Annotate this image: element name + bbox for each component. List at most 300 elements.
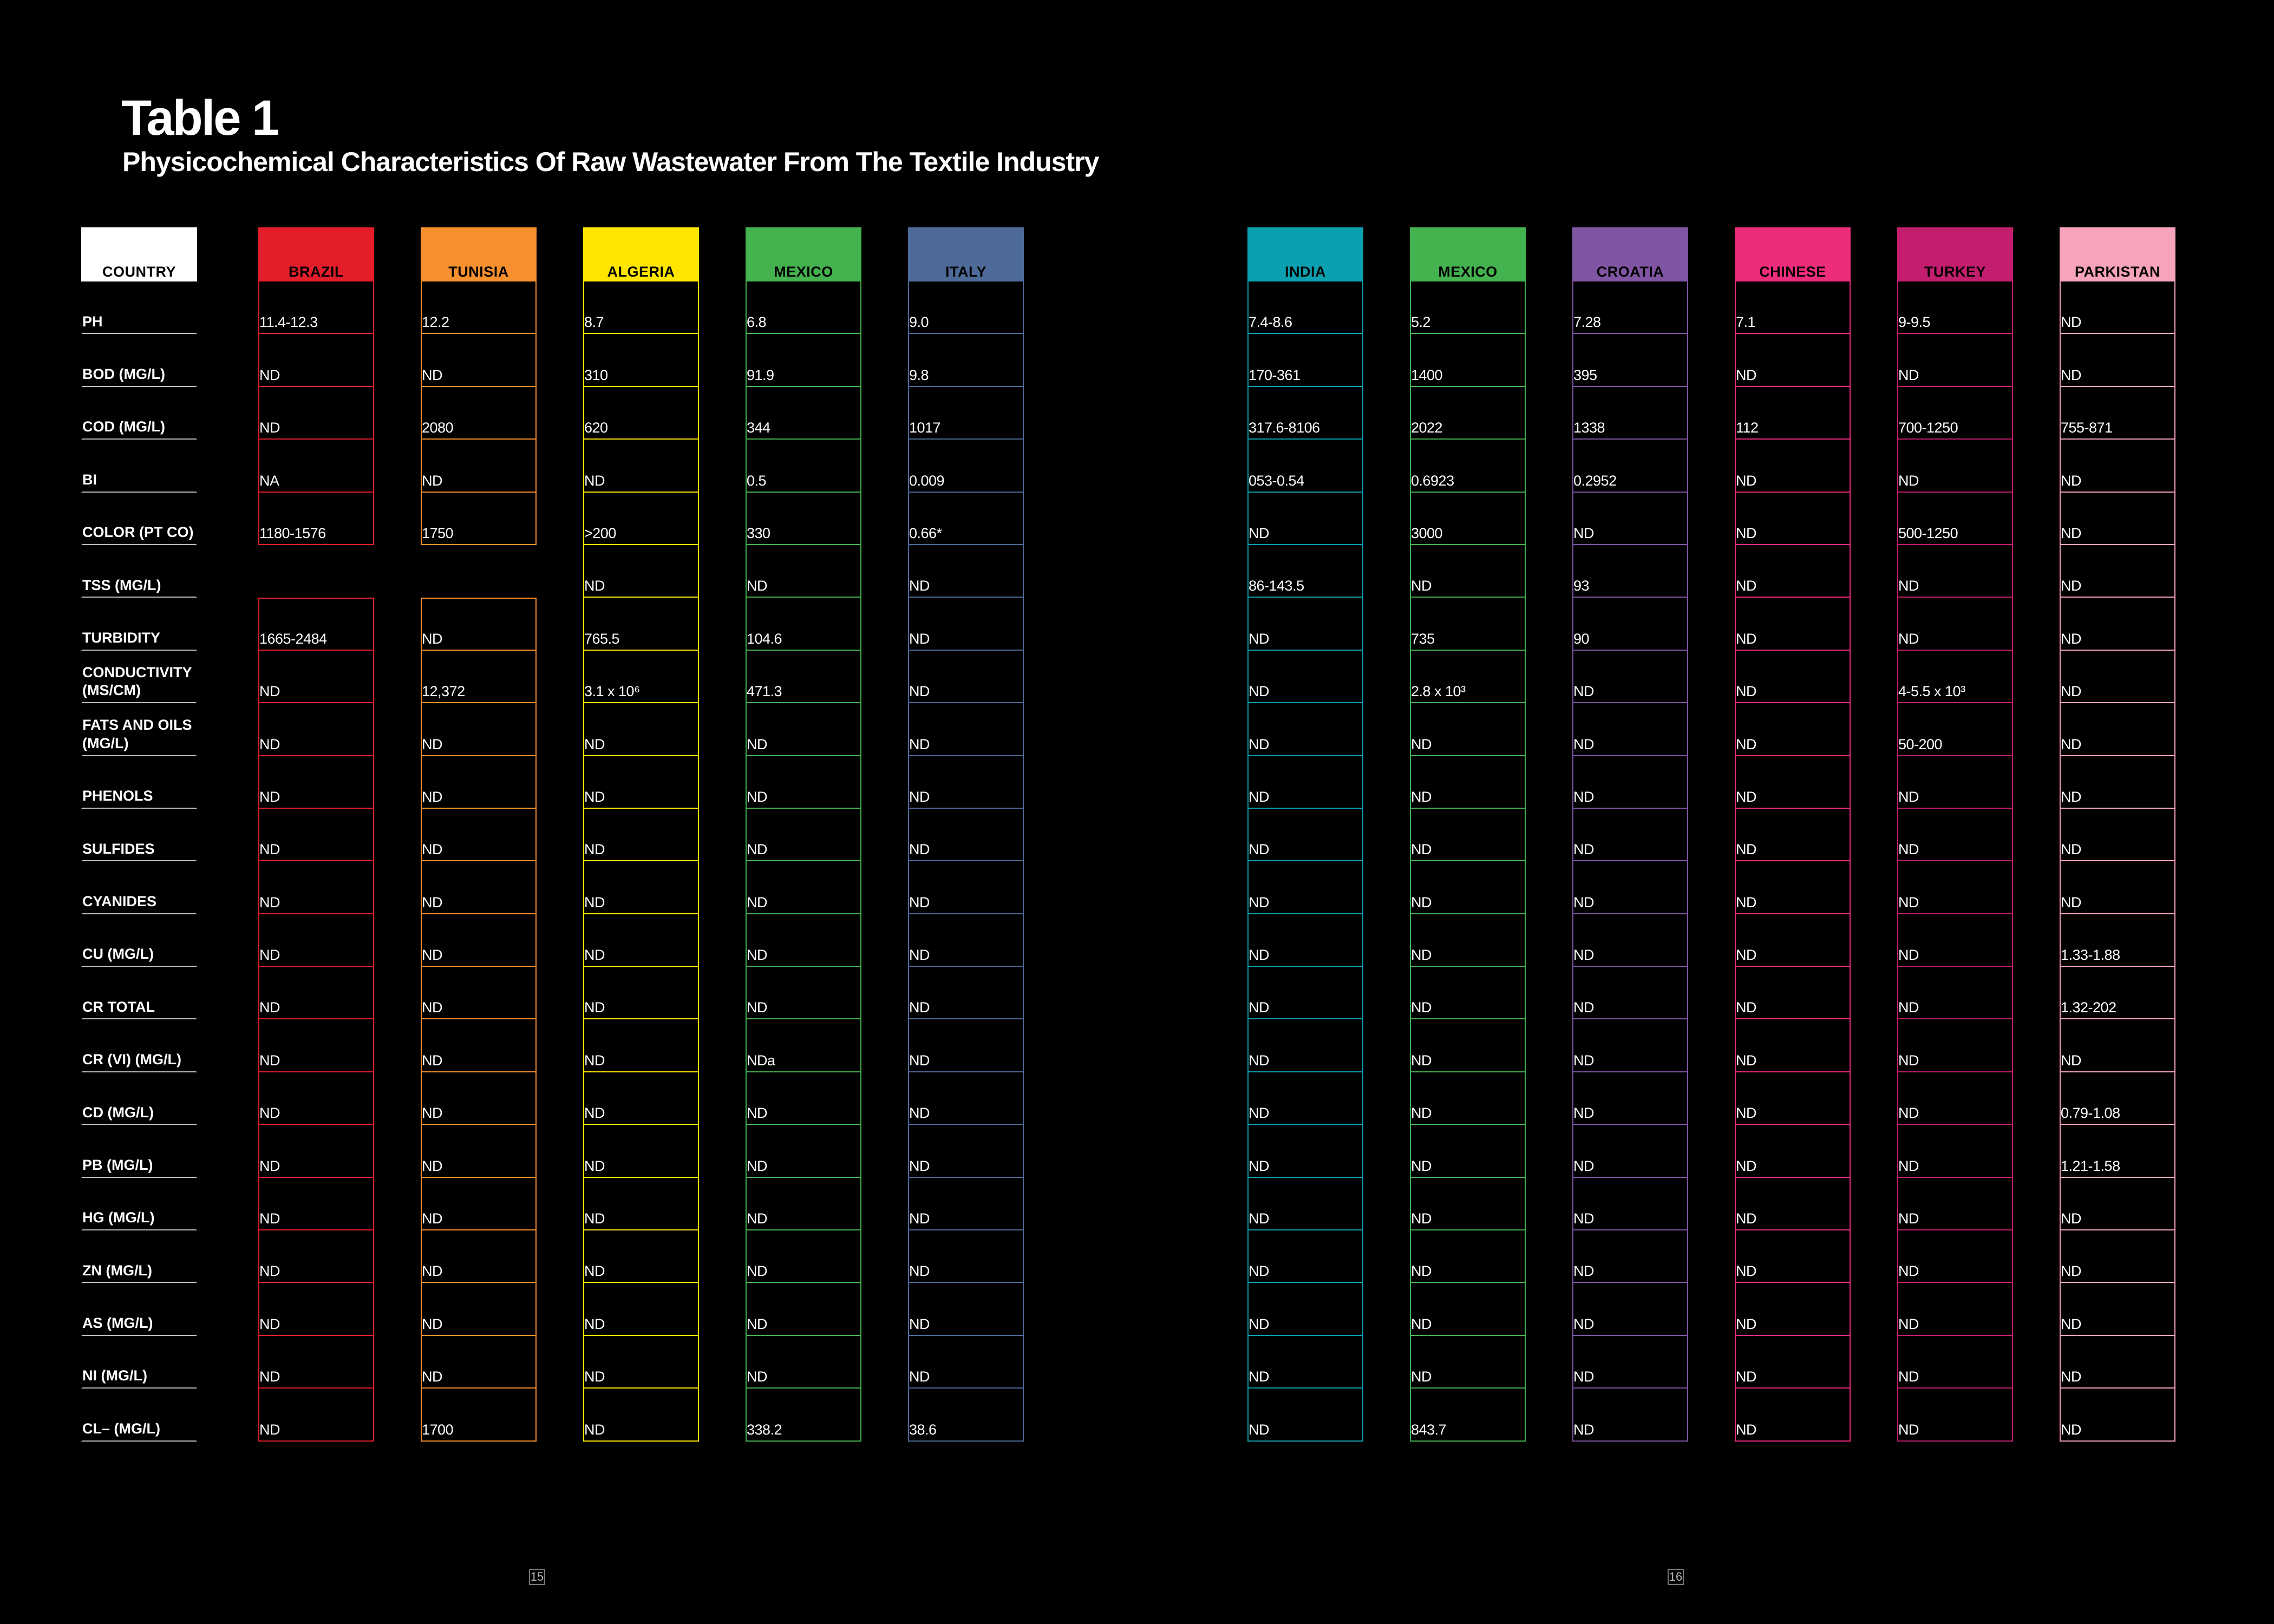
cell-value: ND [1736, 630, 1756, 647]
table-cell [583, 281, 699, 334]
cell-value: ND [1249, 1263, 1269, 1280]
cell-value: ND [422, 788, 442, 805]
cell-value: ND [584, 1315, 605, 1332]
cell-value: ND [259, 947, 280, 964]
cell-value: ND [584, 894, 605, 911]
table-cell [258, 440, 374, 492]
country-column [1735, 227, 1851, 1442]
cell-value: ND [747, 1263, 767, 1280]
cell-value: ND [1411, 788, 1432, 805]
cell-value: ND [2061, 1315, 2081, 1332]
table-title: Table 1 [121, 90, 278, 146]
cell-value: 0.6923 [1411, 472, 1454, 489]
table-cell [1572, 651, 1688, 703]
cell-value: ND [259, 1421, 280, 1438]
table-cell [583, 387, 699, 440]
cell-value: ND [1573, 1210, 1594, 1227]
table-cell [258, 1125, 374, 1177]
cell-value: ND [1898, 788, 1919, 805]
cell-value: 500-1250 [1898, 525, 1958, 541]
cell-value: ND [584, 472, 605, 489]
parameter-label: HG (MG/L) [82, 1209, 155, 1226]
cell-value: ND [747, 1368, 767, 1385]
cell-value: 755-871 [2061, 420, 2113, 436]
parameter-row-label [81, 756, 197, 809]
table-cell [421, 1336, 537, 1389]
table-cell [1735, 703, 1851, 756]
cell-value: 1750 [422, 525, 454, 541]
parameter-row-label [81, 914, 197, 967]
cell-value: ND [1898, 1368, 1919, 1385]
cell-value: ND [1411, 841, 1432, 858]
table-cell [583, 334, 699, 387]
table-cell [746, 334, 861, 387]
table-cell [2060, 493, 2175, 545]
table-cell [746, 1019, 861, 1072]
cell-value: ND [259, 1315, 280, 1332]
table-cell [258, 1283, 374, 1335]
parameter-label: COLOR (PT CO) [82, 524, 194, 541]
table-cell [908, 914, 1024, 967]
table-cell [583, 493, 699, 545]
table-cell [1735, 651, 1851, 703]
cell-value: ND [1736, 788, 1756, 805]
cell-value: ND [1573, 1315, 1594, 1332]
table-cell [1572, 387, 1688, 440]
cell-value: ND [909, 947, 930, 964]
cell-value: ND [422, 366, 442, 383]
table-cell [1572, 1072, 1688, 1125]
cell-value: 0.2952 [1573, 472, 1617, 489]
table-cell [1897, 493, 2013, 545]
cell-value: ND [1573, 1052, 1594, 1069]
table-cell [1572, 1336, 1688, 1389]
table-cell [1410, 914, 1526, 967]
cell-value: 86-143.5 [1249, 578, 1304, 594]
cell-value: ND [909, 999, 930, 1016]
table-cell [908, 440, 1024, 492]
country-column [2060, 227, 2175, 1442]
table-cell [1247, 493, 1363, 545]
parameter-label: COD (MG/L) [82, 418, 165, 435]
cell-value: ND [1411, 1315, 1432, 1332]
cell-value: ND [422, 1210, 442, 1227]
cell-value: ND [1736, 999, 1756, 1016]
table-cell [1735, 598, 1851, 650]
table-cell [1410, 545, 1526, 598]
cell-value: ND [1898, 999, 1919, 1016]
table-cell [746, 1230, 861, 1283]
cell-value: ND [1898, 841, 1919, 858]
table-cell [1572, 861, 1688, 914]
parameter-label: CONDUCTIVITY (MS/CM) [82, 664, 192, 699]
table-cell [746, 809, 861, 861]
cell-value: ND [1573, 999, 1594, 1016]
country-column [1897, 227, 2013, 1442]
table-cell [421, 651, 537, 703]
table-cell [1410, 387, 1526, 440]
cell-value: ND [1573, 1263, 1594, 1280]
table-cell [258, 756, 374, 809]
cell-value: ND [909, 1210, 930, 1227]
cell-value: ND [2061, 736, 2081, 752]
table-cell [2060, 1072, 2175, 1125]
table-cell [1735, 809, 1851, 861]
cell-value: ND [584, 1263, 605, 1280]
cell-value: >200 [584, 525, 616, 541]
table-cell [1410, 440, 1526, 492]
table-cell [1247, 598, 1363, 650]
table-cell [258, 334, 374, 387]
table-cell [583, 1178, 699, 1230]
cell-value: ND [1249, 525, 1269, 541]
cell-value: ND [1249, 1105, 1269, 1122]
table-cell [908, 1125, 1024, 1177]
cell-value: ND [1736, 1105, 1756, 1122]
table-cell [1897, 545, 2013, 598]
cell-value: ND [1898, 366, 1919, 383]
parameter-row-label [81, 1283, 197, 1335]
table-cell [1735, 387, 1851, 440]
cell-value: 1.33-1.88 [2061, 947, 2120, 964]
cell-value: 5.2 [1411, 314, 1431, 331]
table-cell [258, 703, 374, 756]
country-column [1247, 227, 1363, 1442]
table-cell [1897, 967, 2013, 1019]
table-cell [1572, 1019, 1688, 1072]
table-cell [583, 703, 699, 756]
cell-value: ND [259, 1368, 280, 1385]
table-cell [746, 1283, 861, 1335]
cell-value: ND [259, 420, 280, 436]
table-cell [2060, 861, 2175, 914]
cell-value: ND [1898, 1315, 1919, 1332]
cell-value: ND [1249, 894, 1269, 911]
cell-value: ND [2061, 578, 2081, 594]
table-cell [583, 1336, 699, 1389]
parameter-row-label [81, 703, 197, 756]
table-cell [258, 861, 374, 914]
cell-value: 170-361 [1249, 366, 1301, 383]
cell-value: 90 [1573, 630, 1590, 647]
parameter-label: AS (MG/L) [82, 1315, 153, 1332]
parameter-label: PH [82, 313, 103, 330]
cell-value: ND [1736, 1315, 1756, 1332]
cell-value: 1400 [1411, 366, 1443, 383]
country-header: MEXICO [1410, 227, 1526, 281]
table-cell [746, 281, 861, 334]
table-cell [1247, 334, 1363, 387]
cell-value: ND [747, 736, 767, 752]
cell-value: ND [422, 1368, 442, 1385]
table-cell [2060, 651, 2175, 703]
cell-value: ND [2061, 788, 2081, 805]
table-cell [1735, 861, 1851, 914]
cell-value: 338.2 [747, 1421, 782, 1438]
cell-value: 843.7 [1411, 1421, 1447, 1438]
cell-value: ND [2061, 841, 2081, 858]
cell-value: ND [584, 999, 605, 1016]
cell-value: ND [1573, 683, 1594, 700]
cell-value: ND [1411, 1052, 1432, 1069]
table-subtitle: Physicochemical Characteristics Of Raw Wastewater From The Textile Industry [122, 147, 1099, 177]
table-cell [908, 545, 1024, 598]
cell-value: ND [584, 1210, 605, 1227]
cell-value: ND [2061, 366, 2081, 383]
table-cell [2060, 387, 2175, 440]
table-cell [421, 334, 537, 387]
cell-value: ND [1898, 1052, 1919, 1069]
cell-value: ND [747, 1157, 767, 1174]
country-header: TURKEY [1897, 227, 2013, 281]
cell-value: ND [2061, 1421, 2081, 1438]
page-number-left: 15 [529, 1569, 545, 1585]
table-cell [1897, 1178, 2013, 1230]
table-cell [1247, 1178, 1363, 1230]
table-cell [1410, 1389, 1526, 1441]
table-cell [908, 1283, 1024, 1335]
cell-value: ND [1573, 525, 1594, 541]
parameter-row-label [81, 1178, 197, 1230]
table-cell [1410, 967, 1526, 1019]
country-header: CROATIA [1572, 227, 1688, 281]
cell-value: ND [747, 947, 767, 964]
cell-value: ND [1573, 894, 1594, 911]
cell-value: ND [909, 1105, 930, 1122]
table-cell [421, 1019, 537, 1072]
table-cell [258, 1389, 374, 1441]
table-cell [2060, 809, 2175, 861]
table-cell [1897, 387, 2013, 440]
table-cell [1410, 493, 1526, 545]
cell-value: ND [584, 788, 605, 805]
parameter-row-label [81, 440, 197, 492]
cell-value: ND [747, 999, 767, 1016]
table-cell [1572, 1178, 1688, 1230]
country-column [421, 227, 537, 1442]
cell-value: ND [422, 1105, 442, 1122]
parameter-label: CR (VI) (MG/L) [82, 1051, 181, 1068]
table-cell [258, 651, 374, 703]
table-cell [583, 440, 699, 492]
table-cell [1735, 756, 1851, 809]
cell-value: ND [1736, 1157, 1756, 1174]
country-header: TUNISIA [421, 227, 537, 281]
table-cell [2060, 334, 2175, 387]
cell-value: ND [1573, 841, 1594, 858]
parameter-label: ZN (MG/L) [82, 1262, 152, 1279]
table-cell [1247, 1019, 1363, 1072]
table-cell [908, 1019, 1024, 1072]
cell-value: ND [1736, 366, 1756, 383]
table-cell [1897, 651, 2013, 703]
table-cell [421, 545, 537, 598]
table-cell [1572, 598, 1688, 650]
cell-value: ND [1736, 1421, 1756, 1438]
cell-value: ND [422, 894, 442, 911]
parameter-row-label [81, 809, 197, 861]
cell-value: ND [1736, 525, 1756, 541]
table-cell [583, 1283, 699, 1335]
cell-value: 91.9 [747, 366, 774, 383]
table-cell [258, 1072, 374, 1125]
table-cell [1735, 545, 1851, 598]
cell-value: ND [259, 1210, 280, 1227]
cell-value: 38.6 [909, 1421, 937, 1438]
parameter-label: SULFIDES [82, 840, 155, 857]
table-cell [583, 1125, 699, 1177]
table-cell [258, 1178, 374, 1230]
cell-value: ND [909, 630, 930, 647]
cell-value: ND [259, 894, 280, 911]
cell-value: 8.7 [584, 314, 604, 331]
table-cell [1897, 1230, 2013, 1283]
cell-value: ND [1249, 841, 1269, 858]
cell-value: 1017 [909, 420, 941, 436]
table-cell [2060, 545, 2175, 598]
table-cell [1897, 703, 2013, 756]
table-cell [908, 1336, 1024, 1389]
cell-value: 2022 [1411, 420, 1443, 436]
parameter-column [81, 227, 197, 1442]
table-cell [908, 281, 1024, 334]
table-cell [908, 1178, 1024, 1230]
table-cell [421, 1283, 537, 1335]
table-cell [421, 967, 537, 1019]
table-cell [1572, 1230, 1688, 1283]
table-cell [258, 545, 374, 598]
cell-value: ND [1898, 1105, 1919, 1122]
table-cell [1410, 1230, 1526, 1283]
table-cell [908, 651, 1024, 703]
cell-value: ND [1736, 1263, 1756, 1280]
table-cell [583, 967, 699, 1019]
table-cell [746, 1336, 861, 1389]
parameter-label: CL– (MG/L) [82, 1420, 160, 1437]
table-cell [908, 387, 1024, 440]
cell-value: ND [1411, 578, 1432, 594]
cell-value: ND [584, 1052, 605, 1069]
table-cell [1247, 1125, 1363, 1177]
table-cell [1572, 440, 1688, 492]
table-cell [1410, 598, 1526, 650]
parameter-row-label [81, 334, 197, 387]
table-cell [1410, 281, 1526, 334]
parameter-row-label [81, 651, 197, 703]
table-cell [583, 651, 699, 703]
table-cell [2060, 1230, 2175, 1283]
table-cell [1572, 809, 1688, 861]
table-cell [746, 598, 861, 650]
cell-value: ND [1249, 1052, 1269, 1069]
table-cell [1247, 1283, 1363, 1335]
cell-value: ND [1411, 894, 1432, 911]
table-cell [2060, 703, 2175, 756]
cell-value: 3.1 x 10⁶ [584, 683, 640, 700]
cell-value: 12.2 [422, 314, 449, 331]
cell-value: ND [259, 736, 280, 752]
table-cell [2060, 281, 2175, 334]
table-cell [258, 914, 374, 967]
table-cell [746, 651, 861, 703]
table-cell [2060, 1019, 2175, 1072]
table-cell [583, 545, 699, 598]
cell-value: NDa [747, 1052, 775, 1069]
cell-value: ND [1249, 947, 1269, 964]
table-cell [421, 440, 537, 492]
cell-value: ND [422, 1052, 442, 1069]
cell-value: 310 [584, 366, 608, 383]
cell-value: ND [422, 630, 442, 647]
cell-value: ND [584, 1157, 605, 1174]
cell-value: ND [1573, 1157, 1594, 1174]
table-cell [421, 1178, 537, 1230]
country-column [746, 227, 861, 1442]
parameter-row-label [81, 1389, 197, 1441]
cell-value: 0.79-1.08 [2061, 1105, 2120, 1122]
table-cell [1897, 809, 2013, 861]
parameter-label: PB (MG/L) [82, 1156, 153, 1173]
table-cell [1735, 967, 1851, 1019]
cell-value: ND [2061, 1052, 2081, 1069]
cell-value: 317.6-8106 [1249, 420, 1320, 436]
cell-value: ND [259, 1105, 280, 1122]
table-cell [258, 1230, 374, 1283]
parameter-label: TURBIDITY [82, 629, 160, 646]
table-cell [1897, 1283, 2013, 1335]
cell-value: ND [259, 1263, 280, 1280]
table-cell [746, 703, 861, 756]
country-header: BRAZIL [258, 227, 374, 281]
cell-value: 50-200 [1898, 736, 1943, 752]
table-cell [1410, 334, 1526, 387]
table-cell [1897, 440, 2013, 492]
table-cell [1572, 1389, 1688, 1441]
cell-value: ND [1898, 1421, 1919, 1438]
cell-value: 053-0.54 [1249, 472, 1304, 489]
table-cell [421, 809, 537, 861]
parameter-label: PHENOLS [82, 788, 153, 804]
table-cell [583, 598, 699, 650]
parameter-row-label [81, 545, 197, 598]
cell-value: 620 [584, 420, 608, 436]
cell-value: ND [259, 1157, 280, 1174]
table-cell [746, 1389, 861, 1441]
table-cell [1897, 1389, 2013, 1441]
country-header: PARKISTAN [2060, 227, 2175, 281]
cell-value: ND [422, 841, 442, 858]
table-cell [421, 861, 537, 914]
cell-value: ND [1573, 736, 1594, 752]
cell-value: ND [259, 1052, 280, 1069]
cell-value: ND [422, 999, 442, 1016]
table-cell [746, 861, 861, 914]
cell-value: ND [259, 683, 280, 700]
cell-value: 12,372 [422, 683, 465, 700]
table-cell [1572, 1125, 1688, 1177]
table-cell [421, 1125, 537, 1177]
parameter-row-label [81, 1072, 197, 1125]
table-cell [2060, 1389, 2175, 1441]
cell-value: ND [422, 1263, 442, 1280]
cell-value: ND [909, 736, 930, 752]
cell-value: ND [1411, 1368, 1432, 1385]
cell-value: ND [259, 788, 280, 805]
cell-value: ND [1411, 947, 1432, 964]
cell-value: ND [1249, 630, 1269, 647]
table-cell [908, 1072, 1024, 1125]
table-cell [1410, 756, 1526, 809]
